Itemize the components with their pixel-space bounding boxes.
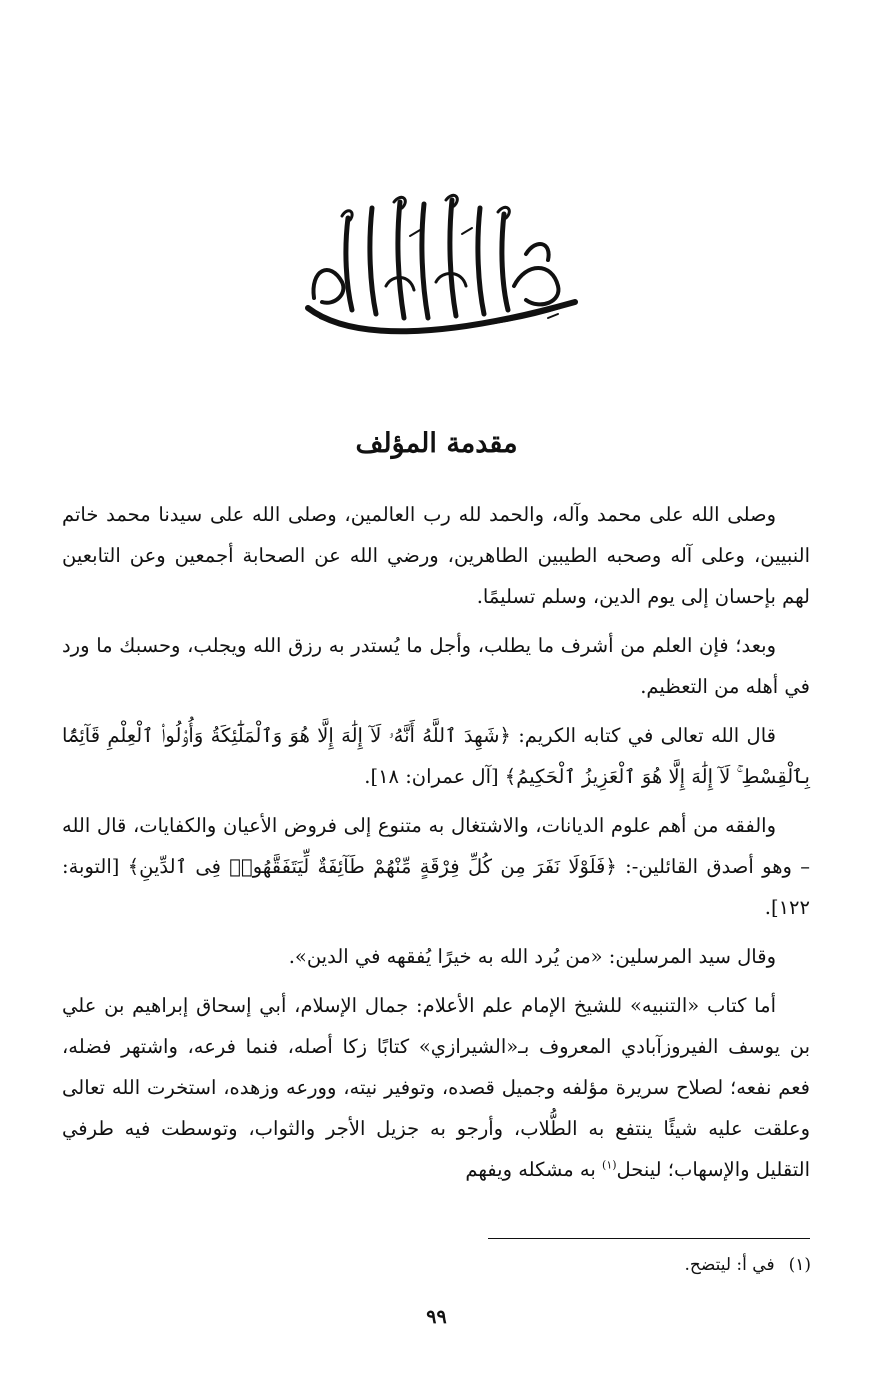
footnote-text: في أ: ليتضح.	[684, 1255, 775, 1275]
paragraph-4-intro: والفقه من أهم علوم الديانات، والاشتغال به متنوع إلى فروض الأعيان والكفايات، قال الله – وهو أصدق القائلين-:	[62, 814, 811, 878]
verse-reference: [آل عمران: ١٨].	[364, 765, 505, 788]
page-number: ٩٩	[426, 1306, 447, 1328]
paragraph-4	[62, 805, 810, 928]
paragraph-2: وبعد؛ فإن العلم من أشرف ما يطلب، وأجل ما يُستدر به رزق الله ويجلب، وحسبك ما ورد في أهله من التعظيم.	[62, 634, 810, 698]
paragraph-6-continuation: به مشكله ويفهم	[465, 1158, 603, 1181]
paragraph-3	[62, 715, 810, 797]
footnote-marker: (١)	[602, 1158, 617, 1172]
verse-reference: [التوبة: ١٢٢].	[62, 855, 810, 919]
paragraph-6-text: أما كتاب «التنبيه» للشيخ الإمام علم الأعلام: جمال الإسلام، أبي إسحاق إبراهيم بن علي بن يوسف الفيروزآبادي المعروف بـ«الشيرازي» كتابًا زكا أصله، فنما فرعه، واشتهر فضله، فعم نفعه؛ لصلاح سريرة مؤلفه وجميل قصده، وتوفير نيته، وورعه وزهده، استخرت الله تعالى وعلقت عليه شيئًا ينتفع به الطُّلاب، وأرجو به جزيل الأجر والثواب، وتوسطت فيه طرفي التقليل والإسهاب؛ لينحل	[62, 994, 810, 1181]
footnote-separator	[488, 1238, 810, 1239]
section-heading: مقدمة المؤلف	[355, 428, 518, 459]
paragraph-6	[62, 985, 810, 1190]
footnote-number: (١)	[788, 1255, 811, 1275]
paragraph-1: وصلى الله على محمد وآله، والحمد لله رب العالمين، وصلى الله على سيدنا محمد خاتم النبيين، وعلى آله وصحبه الطيبين الطاهرين، ورضي الله عن الصحابة أجمعين وعن التابعين لهم بإحسان إلى يوم الدين، وسلم تسليمًا.	[62, 503, 810, 608]
footnote	[684, 1250, 811, 1280]
quran-verse-at-tawbah: ﴿فَلَوْلَا نَفَرَ مِن كُلِّ فِرْقَةٍ مِّنْهُمْ طَآئِفَةٌ لِّيَتَفَقَّهُوا۟ فِى ٱلدِّينِ﴾	[127, 855, 617, 878]
main-text	[62, 494, 810, 1198]
quran-verse-al-imran: ﴿شَهِدَ ٱللَّهُ أَنَّهُۥ لَآ إِلَٰهَ إِلَّا هُوَ وَٱلْمَلَٰٓئِكَةُ وَأُو۟لُوا۟ ٱلْعِلْمِ قَآئِمًۢا بِٱلْقِسْطِ ۚ لَآ إِلَٰهَ إِلَّا هُوَ ٱلْعَزِيزُ ٱلْحَكِيمُ﴾	[62, 724, 810, 788]
paragraph-3-intro: قال الله تعالى في كتابه الكريم:	[510, 724, 776, 747]
paragraph-5: وقال سيد المرسلين: «من يُرد الله به خيرًا يُفقهه في الدين».	[288, 945, 776, 968]
basmala-calligraphy	[290, 190, 590, 350]
